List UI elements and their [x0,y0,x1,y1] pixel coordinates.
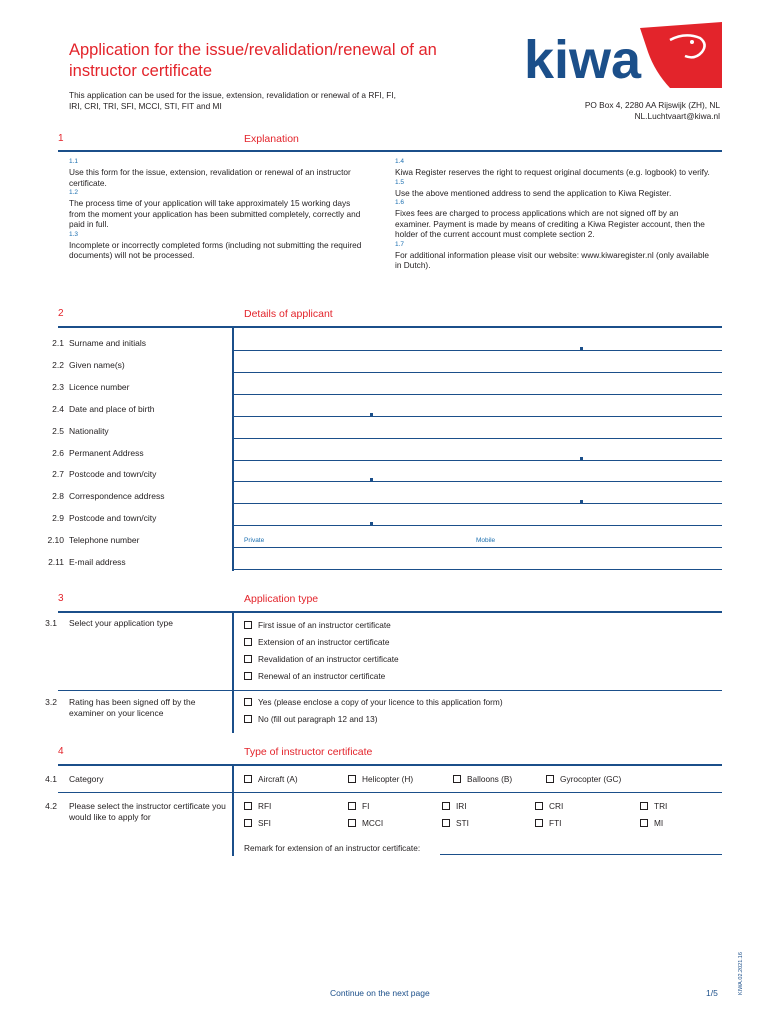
cert-fi[interactable]: FI [348,801,369,811]
cert-mcci[interactable]: MCCI [348,818,383,828]
option-no[interactable]: No (fill out paragraph 12 and 13) [244,714,503,731]
checkbox[interactable] [535,819,543,827]
cert-tri[interactable]: TRI [640,801,667,811]
option-extension[interactable]: Extension of an instructor certificate [244,637,399,654]
divider [58,690,722,691]
option-renewal[interactable]: Renewal of an instructor certificate [244,671,399,688]
field-label: Nationality [69,426,109,436]
item-number: 1.1 [69,158,79,165]
checkbox[interactable] [244,715,252,723]
checkbox[interactable] [640,802,648,810]
row-number: 2.5 [52,426,64,436]
explanation-item: The process time of your application will take approximately 15 working days from the moment your application has been submitted completely, correctly and paid in full. [69,198,361,229]
category-gyrocopter[interactable]: Gyrocopter (GC) [546,774,621,784]
section-2-number: 2 [58,308,64,319]
checkbox[interactable] [348,802,356,810]
application-type-options [244,620,399,688]
signed-off-label: Rating has been signed off by the examiner on your licence [69,697,196,718]
row-number: 2.3 [52,382,64,392]
cert-mi[interactable]: MI [640,818,663,828]
section-4-divider [58,764,722,766]
section-3-title: Application type [244,593,319,605]
section-1-divider [58,150,722,152]
checkbox[interactable] [640,819,648,827]
row-number: 2.7 [52,469,64,479]
field-input[interactable] [234,374,722,394]
item-number: 1.2 [69,189,79,196]
field-input[interactable] [234,549,722,569]
section-4-title: Type of instructor certificate [244,746,373,758]
explanation-item: For additional information please visit our website: www.kiwaregister.nl (only available in Dutch). [395,249,710,270]
option-yes[interactable]: Yes (please enclose a copy of your licence to this application form) [244,697,503,714]
section-1-number: 1 [58,133,64,144]
remark-input-line[interactable] [440,854,722,855]
cert-rfi[interactable]: RFI [244,801,271,811]
row-number: 4.2 [45,801,57,811]
section-2-title: Details of applicant [244,308,333,320]
row-number: 2.1 [52,338,64,348]
row-number: 2.2 [52,360,64,370]
checkbox[interactable] [244,819,252,827]
field-split-marker [580,457,583,460]
field-label: Postcode and town/city [69,513,157,523]
continue-note: Continue on the next page [330,988,430,998]
field-label: Correspondence address [69,491,165,501]
checkbox[interactable] [442,802,450,810]
signed-off-options [244,697,503,731]
checkbox[interactable] [244,698,252,706]
explanation-item: Fixes fees are charged to process applications which are not signed off by an examiner. Payment is made by means of crediting a Kiwa Register account, then the holder of the current account must complete section 2. [395,208,705,239]
page-title: Application for the issue/revalidation/renewal of an instructor certificate [69,41,437,80]
field-input[interactable] [234,418,722,438]
section-1-title: Explanation [244,133,299,145]
explanation-item: Kiwa Register reserves the right to request original documents (e.g. logbook) to verify. [395,167,710,177]
document-code: KIWA.02.2021.16 [738,952,744,995]
page-number: 1/5 [706,988,718,998]
field-underline [234,350,722,351]
cert-select-label: Please select the instructor certificate you would like to apply for [69,801,226,822]
cert-cri[interactable]: CRI [535,801,563,811]
item-number: 1.7 [395,240,405,248]
checkbox[interactable] [453,775,461,783]
checkbox[interactable] [244,775,252,783]
explanation-item: Use this form for the issue, extension, revalidation or renewal of an instructor certificate. [69,167,351,188]
row-number: 2.11 [48,557,64,567]
row-number: 2.4 [52,404,64,414]
category-label: Category [69,774,104,784]
row-number: 2.10 [47,535,64,545]
field-split-marker [580,347,583,350]
field-underline [234,525,722,526]
address-block [540,100,720,122]
explanation-right-column [395,157,715,271]
cert-sti[interactable]: STI [442,818,469,828]
field-split-marker [370,413,373,416]
section-3-number: 3 [58,593,64,604]
field-label: Date and place of birth [69,404,155,414]
field-label: Given name(s) [69,360,125,370]
field-split-marker [370,478,373,481]
address-line-1: PO Box 4, 2280 AA Rijswijk (ZH), NL [584,100,720,110]
field-underline [234,503,722,504]
checkbox[interactable] [546,775,554,783]
field-label: Telephone number [69,535,140,545]
field-input[interactable] [234,505,722,525]
checkbox[interactable] [348,775,356,783]
checkbox[interactable] [244,621,252,629]
field-input[interactable] [234,461,722,481]
checkbox[interactable] [442,819,450,827]
option-revalidation[interactable]: Revalidation of an instructor certificate [244,654,399,671]
item-number: 1.4 [395,158,405,165]
field-label: Permanent Address [69,448,144,458]
checkbox[interactable] [535,802,543,810]
section-2-divider [58,326,722,328]
row-number: 2.9 [52,513,64,523]
item-number: 1.3 [69,230,79,238]
row-number: 2.6 [52,448,64,458]
section-3-divider [58,611,722,613]
kiwa-logo [520,22,722,88]
field-underline [234,569,722,570]
email-line: NL.Luchtvaart@kiwa.nl [634,111,720,121]
field-input[interactable] [234,483,722,503]
category-aircraft[interactable]: Aircraft (A) [244,774,298,784]
field-split-marker [580,500,583,503]
checkbox[interactable] [244,638,252,646]
divider [58,792,722,793]
field-label: Licence number [69,382,130,392]
field-label: Postcode and town/city [69,469,157,479]
field-underline [234,481,722,482]
intro-text: This application can be used for the issue, extension, revalidation or renewal of a RFI, FI, IRI, CRI, TRI, SFI, MCCI, STI, FIT and MI [69,90,396,111]
checkbox[interactable] [244,672,252,680]
explanation-left-column [69,157,369,261]
remark-label: Remark for extension of an instructor certificate: [244,843,421,853]
section-4-number: 4 [58,746,64,757]
phone-private-label: Private [244,537,265,544]
explanation-item: Incomplete or incorrectly completed forms (including not submitting the required documents) will not be processed. [69,239,362,260]
field-split-marker [370,522,373,525]
application-type-label: Select your application type [69,618,173,628]
category-balloons[interactable]: Balloons (B) [453,774,512,784]
item-number: 1.5 [395,178,405,186]
cert-iri[interactable]: IRI [442,801,467,811]
row-number: 4.1 [45,774,57,784]
field-label: Surname and initials [69,338,147,348]
cert-left-border [232,766,234,856]
category-helicopter[interactable]: Helicopter (H) [348,774,413,784]
options-left-border [232,613,234,733]
checkbox[interactable] [348,819,356,827]
phone-mobile-label: Mobile [476,537,496,544]
option-first-issue[interactable]: First issue of an instructor certificate [244,620,399,637]
logo-text: kiwa [524,30,642,88]
field-underline [234,416,722,417]
checkbox[interactable] [244,655,252,663]
field-label: E-mail address [69,557,126,567]
field-underline [234,372,722,373]
cert-sfi[interactable]: SFI [244,818,271,828]
field-underline [234,547,722,548]
field-input[interactable] [234,352,722,372]
row-number: 2.8 [52,491,64,501]
item-number: 1.6 [395,199,405,206]
field-input[interactable] [234,330,722,350]
cert-fti[interactable]: FTI [535,818,561,828]
explanation-item: Use the above mentioned address to send the application to Kiwa Register. [395,187,672,198]
field-underline [234,394,722,395]
checkbox[interactable] [244,802,252,810]
row-number: 3.1 [45,618,57,628]
field-input[interactable] [234,396,722,416]
row-number: 3.2 [45,697,57,707]
field-underline [234,438,722,439]
field-input[interactable] [234,440,722,460]
